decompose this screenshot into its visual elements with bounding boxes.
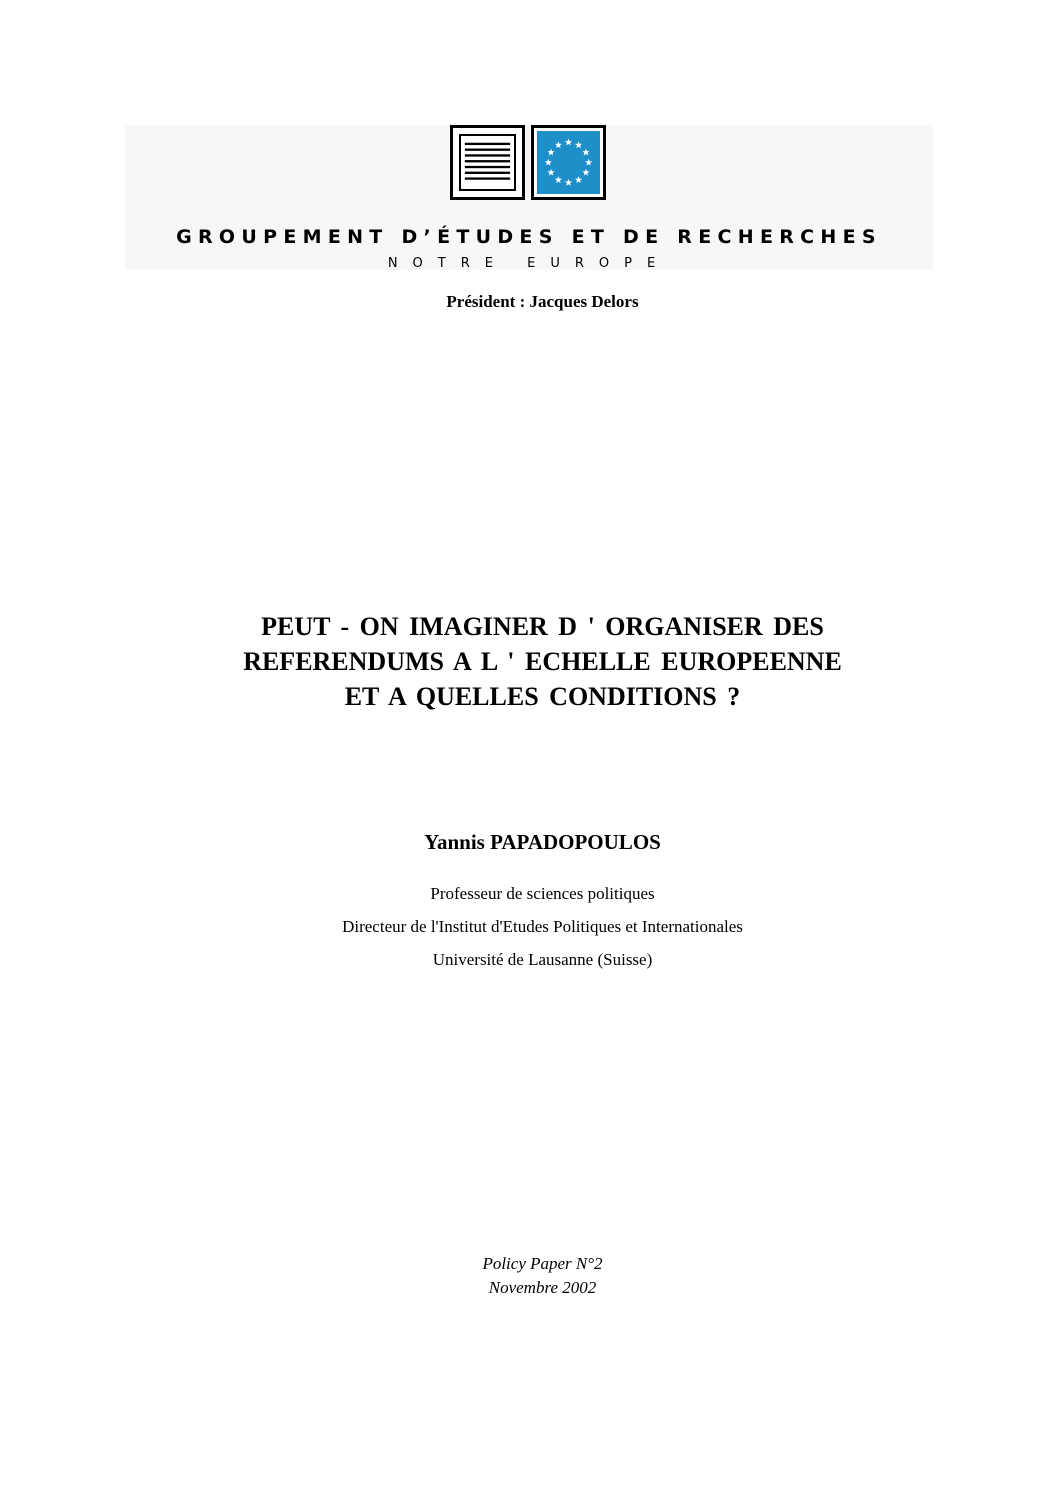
author-position: Directeur de l'Institut d'Etudes Politiques et Internationales — [342, 917, 743, 936]
series-number: Policy Paper N°2 — [482, 1254, 603, 1273]
author-name: Yannis PAPADOPOULOS — [424, 830, 661, 854]
title-line-1: PEUT - ON IMAGINER D ' ORGANISER DES — [261, 612, 824, 641]
president-line: Président : Jacques Delors — [446, 292, 639, 311]
document-title — [0, 609, 1058, 714]
organization-subtitle: NOTRE EUROPE — [387, 256, 671, 271]
author-role: Professeur de sciences politiques — [430, 884, 655, 903]
author-affiliation — [0, 877, 1058, 976]
organization-name: GROUPEMENT D’ÉTUDES ET DE RECHERCHES — [176, 226, 882, 248]
title-line-2: REFERENDUMS A L ' ECHELLE EUROPEENNE — [243, 647, 842, 676]
publication-info — [0, 1252, 1058, 1300]
title-line-3: ET A QUELLES CONDITIONS ? — [344, 682, 741, 711]
eu-stars-icon — [531, 125, 606, 200]
author-institution: Université de Lausanne (Suisse) — [432, 950, 653, 969]
document-lines-icon — [450, 125, 525, 200]
header-band — [125, 125, 933, 270]
publication-date: Novembre 2002 — [488, 1278, 597, 1297]
